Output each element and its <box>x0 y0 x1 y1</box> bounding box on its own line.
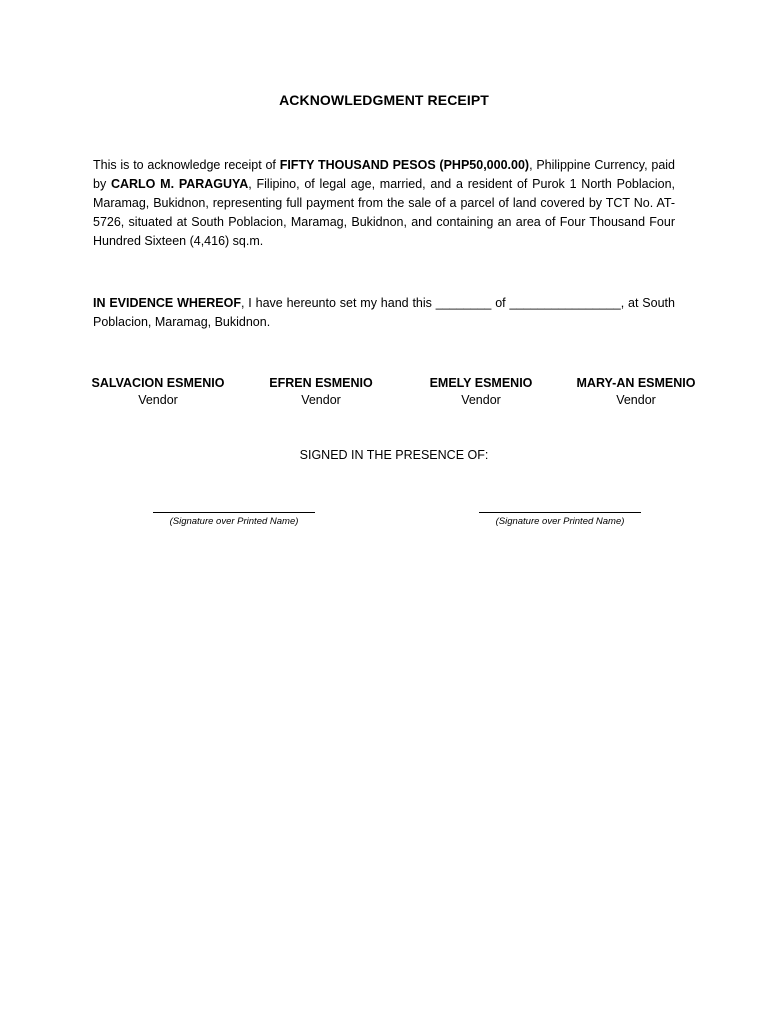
signature-caption: (Signature over Printed Name) <box>495 516 625 527</box>
vendor-role: Vendor <box>616 393 656 407</box>
receipt-text-details: , Filipino, of legal age, married, and a resident of Purok 1 North Poblacion, Maramag, Bukidnon, representing full payment from the sale of a parcel of land covered by TCT No. AT-5726, situated at South Poblacion, Maramag, Bukidnon, and containing an area of Four Thousand Four Hundred Sixteen (4,416) sq.m. <box>93 177 675 248</box>
evidence-paragraph <box>93 294 675 332</box>
vendor-block <box>401 375 561 408</box>
witness-signature-block <box>149 501 319 529</box>
receipt-text-intro: This is to acknowledge receipt of <box>93 158 280 172</box>
signature-caption: (Signature over Printed Name) <box>169 516 299 527</box>
signature-line <box>479 501 641 513</box>
witness-signature-block <box>475 501 645 529</box>
evidence-lead: IN EVIDENCE WHEREOF <box>93 296 241 310</box>
presence-heading: SIGNED IN THE PRESENCE OF: <box>299 448 489 462</box>
vendor-block <box>556 375 716 408</box>
vendor-signatories <box>78 375 718 415</box>
signature-line <box>153 501 315 513</box>
receipt-amount: FIFTY THOUSAND PESOS (PHP50,000.00) <box>279 158 530 172</box>
vendor-name: EFREN ESMENIO <box>269 376 373 390</box>
vendor-block <box>241 375 401 408</box>
evidence-text: , I have hereunto set my hand this ________ of ________________, at South Poblacion, Maramag, Bukidnon. <box>93 296 675 329</box>
vendor-name: MARY-AN ESMENIO <box>576 376 696 390</box>
vendor-role: Vendor <box>461 393 501 407</box>
receipt-paragraph <box>93 156 675 251</box>
payer-name: CARLO M. PARAGUYA <box>110 177 249 191</box>
vendor-block <box>78 375 238 408</box>
vendor-role: Vendor <box>138 393 178 407</box>
document-title: ACKNOWLEDGMENT RECEIPT <box>279 92 489 108</box>
vendor-name: SALVACION ESMENIO <box>91 376 225 390</box>
vendor-name: EMELY ESMENIO <box>429 376 533 390</box>
vendor-role: Vendor <box>301 393 341 407</box>
receipt-text-currency: , Philippine Currency, paid by <box>93 158 675 191</box>
